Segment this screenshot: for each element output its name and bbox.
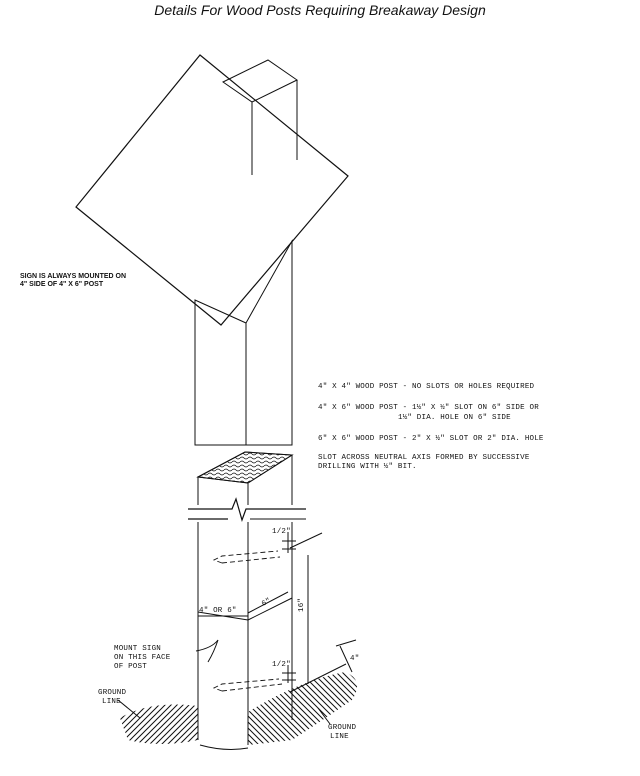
ground-left-line-2: LINE xyxy=(102,698,121,706)
sign-panel xyxy=(76,55,348,325)
mount-note-line-3: OF POST xyxy=(114,663,147,671)
ground-hatching xyxy=(120,672,357,749)
drawing-title: Details For Wood Posts Requiring Breakaway Design xyxy=(154,2,486,18)
ground-right-line-1: GROUND xyxy=(328,724,357,732)
note-4x6-line-2: 1½" DIA. HOLE ON 6" SIDE xyxy=(398,414,511,422)
dim-depth: 16" xyxy=(298,597,306,612)
mount-note-line-1: MOUNT SIGN xyxy=(114,645,162,653)
dim-above-ground: 4" xyxy=(350,655,360,663)
dim-half-top: 1/2" xyxy=(272,528,291,536)
mount-note-line-2: ON THIS FACE xyxy=(114,654,171,662)
dim-side: 6" xyxy=(260,597,273,609)
ground-left-line-1: GROUND xyxy=(98,689,127,697)
dim-width: 4" OR 6" xyxy=(199,607,237,615)
ground-right-line-2: LINE xyxy=(330,733,349,741)
note-slot-line-2: DRILLING WITH ½" BIT. xyxy=(318,463,417,471)
sign-note-line-2: 4" SIDE OF 4" X 6" POST xyxy=(20,281,104,288)
upper-post xyxy=(195,60,297,445)
note-4x4: 4" X 4" WOOD POST - NO SLOTS OR HOLES REQUIRED xyxy=(318,383,535,391)
note-4x6-line-1: 4" X 6" WOOD POST - 1½" X ½" SLOT ON 6" SIDE OR xyxy=(318,404,539,412)
note-slot-line-1: SLOT ACROSS NEUTRAL AXIS FORMED BY SUCCESSIVE xyxy=(318,454,530,462)
note-6x6: 6" X 6" WOOD POST - 2" X ½" SLOT OR 2" DIA. HOLE xyxy=(318,435,544,443)
sign-note-line-1: SIGN IS ALWAYS MOUNTED ON xyxy=(20,273,127,280)
dim-half-bottom: 1/2" xyxy=(272,661,291,669)
